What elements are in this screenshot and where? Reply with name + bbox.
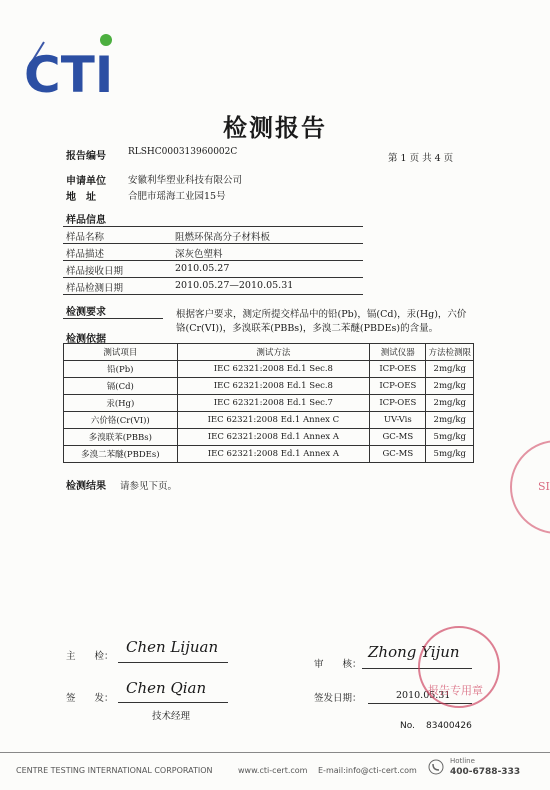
- table-cell: 5mg/kg: [426, 446, 474, 463]
- table-row: [64, 395, 474, 412]
- table-cell: ICP-OES: [370, 395, 426, 412]
- table-row: [64, 361, 474, 378]
- table-cell: 2mg/kg: [426, 361, 474, 378]
- table-row: [64, 412, 474, 429]
- table-cell: 2mg/kg: [426, 395, 474, 412]
- result-label: 检测结果: [66, 481, 106, 492]
- doc-no-label: No.: [400, 721, 415, 731]
- divider: [63, 243, 363, 244]
- table-cell: 多溴联苯(PBBs): [64, 429, 178, 446]
- table-cell: IEC 62321:2008 Ed.1 Annex A: [177, 429, 369, 446]
- table-header: 方法检测限: [426, 344, 474, 361]
- table-cell: 2mg/kg: [426, 378, 474, 395]
- cti-logo: [22, 30, 122, 96]
- signature-line: [118, 702, 228, 703]
- table-cell: IEC 62321:2008 Ed.1 Annex A: [177, 446, 369, 463]
- reviewer-label: 审 核：: [314, 659, 362, 670]
- sample-value: 2010.05.27: [175, 263, 230, 274]
- divider: [63, 277, 363, 278]
- table-cell: IEC 62321:2008 Ed.1 Annex C: [177, 412, 369, 429]
- table-cell: 镉(Cd): [64, 378, 178, 395]
- page-title: 检测报告: [223, 113, 327, 142]
- applicant-value: 安徽利华塑业科技有限公司: [128, 175, 243, 186]
- report-no-label: 报告编号: [66, 151, 106, 162]
- table-header: 测试项目: [64, 344, 178, 361]
- sample-label: 样品名称: [66, 232, 105, 243]
- table-header: 测试仪器: [370, 344, 426, 361]
- issuer-title: 技术经理: [152, 711, 191, 722]
- table-cell: GC-MS: [370, 446, 426, 463]
- address-value: 合肥市瑶海工业园15号: [128, 191, 226, 202]
- hotline-number: 400-6788-333: [450, 767, 521, 777]
- table-cell: 多溴二苯醚(PBDEs): [64, 446, 178, 463]
- table-cell: IEC 62321:2008 Ed.1 Sec.7: [177, 395, 369, 412]
- footer-email: E-mail:info@cti-cert.com: [318, 766, 417, 775]
- report-no-value: RLSHC00031396000​2C: [128, 147, 238, 157]
- result-value: 请参见下页。: [120, 481, 178, 492]
- table-cell: ICP-OES: [370, 361, 426, 378]
- table-row: [64, 446, 474, 463]
- doc-no-value: 83400426: [426, 721, 472, 731]
- footer-company: CENTRE TESTING INTERNATIONAL CORPORATION: [16, 766, 213, 775]
- divider: [63, 294, 363, 295]
- sample-value: 阻燃环保高分子材料板: [175, 232, 271, 243]
- table-row: [64, 429, 474, 446]
- applicant-label: 申请单位: [66, 176, 106, 187]
- hotline-label: Hotline: [450, 757, 475, 765]
- logo-text: CTI: [24, 46, 114, 96]
- requirement-label: 检测要求: [66, 307, 106, 318]
- divider: [63, 226, 363, 227]
- stamp-text: 报告专用章: [428, 684, 483, 697]
- requirement-line2: 铬(Cr(VI))，多溴联苯(PBBs)，多溴二苯醚(PBDEs)的含量。: [176, 323, 439, 334]
- sample-value: 2010.05.27—2010.05.31: [175, 280, 294, 291]
- table-row: [64, 378, 474, 395]
- sample-label: 样品描述: [66, 249, 105, 260]
- table-cell: 2mg/kg: [426, 412, 474, 429]
- table-cell: 5mg/kg: [426, 429, 474, 446]
- chief-inspector-label: 主 检：: [66, 651, 114, 662]
- table-cell: GC-MS: [370, 429, 426, 446]
- sample-label: 样品接收日期: [66, 266, 124, 277]
- footer-web: www.cti-cert.com: [238, 766, 308, 775]
- table-cell: UV-Vis: [370, 412, 426, 429]
- requirement-line1: 根据客户要求，测定所提交样品中的铅(Pb)，镉(Cd)，汞(Hg)，六价: [176, 309, 467, 320]
- signature-line: [118, 662, 228, 663]
- issue-date-value: 2010.05.31: [396, 690, 451, 701]
- table-cell: 汞(Hg): [64, 395, 178, 412]
- chief-signature: Chen Lijuan: [126, 638, 219, 656]
- sample-value: 深灰色塑料: [175, 249, 223, 260]
- divider: [63, 260, 363, 261]
- sample-section-title: 样品信息: [66, 215, 106, 226]
- page-indicator: 第 1 页 共 4 页: [388, 153, 454, 164]
- issue-date-label: 签发日期：: [314, 693, 362, 704]
- table-header: 测试方法: [177, 344, 369, 361]
- address-label: 地 址: [66, 192, 96, 203]
- issuer-label: 签 发：: [66, 693, 114, 704]
- table-cell: ICP-OES: [370, 378, 426, 395]
- test-methods-table: [63, 343, 474, 463]
- table-cell: 铅(Pb): [64, 361, 178, 378]
- partial-stamp-text: SI: [538, 480, 550, 493]
- basis-label: 检测依据: [66, 334, 106, 345]
- issuer-signature: Chen Qian: [126, 679, 207, 697]
- table-header-row: [64, 344, 474, 361]
- table-cell: 六价铬(Cr(VI)): [64, 412, 178, 429]
- table-cell: IEC 62321:2008 Ed.1 Sec.8: [177, 361, 369, 378]
- sample-label: 样品检测日期: [66, 283, 124, 294]
- phone-icon: [428, 759, 444, 775]
- table-cell: IEC 62321:2008 Ed.1 Sec.8: [177, 378, 369, 395]
- divider: [63, 318, 163, 319]
- reviewer-signature: Zhong Yijun: [368, 643, 460, 661]
